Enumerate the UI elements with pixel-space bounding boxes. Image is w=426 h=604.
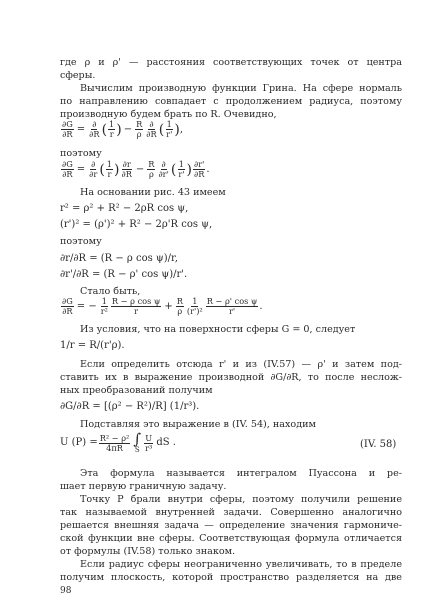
text-line: Если радиус сферы неограниченно увеличивать, то в пределе [80,559,402,570]
text-line: производную будем брать по R. Очевидно, [60,109,277,120]
text-line: Если определить отсюда r' и из (IV.57) — ρ' и затем под- [80,359,402,370]
equation-dg-dr-result: ∂G/∂R = [(ρ² − R²)/R] (1/r³). [60,401,200,412]
text-line: На основании рис. 43 имеем [80,187,226,198]
equation-dg-dr-2: $\frac{\partial G}{\partial R}$ = $\frac{\partial}{\partial r}$ ( $\frac{1}{r}$ ) $\frac{\partial r}{\partial R}$ − $\frac{R}{\rho}$ $\frac{\partial}{\partial r'}$ ( $\frac{1}{r'}$ ) $\frac{\partial r'}{\partial R}$ . [62,159,210,179]
equation-dg-dr-1: $\frac{\partial G}{\partial R}$ = $\frac{\partial}{\partial R}$ ( $\frac{1}{r}$ ) − $\frac{R}{\rho}$ $\frac{\partial}{\partial R}$ ( $\frac{1}{r'}$ ) , [62,119,183,139]
page-number: 98 [60,586,72,596]
equation-dg-dr-3: $\frac{\partial G}{\partial R}$ = − $\frac{1}{\text{r²}}$ $\frac{\text{R − ρ cos ψ}}{r}$ + $\frac{R}{\rho}$ $\frac{1}{\text{(r')²}}$ $\frac{\text{R − ρ' cos ψ}}{r'}$ . [62,296,263,316]
text-line: Подставляя это выражение в (IV. 54), находим [80,419,316,430]
text-line: поэтому [60,236,102,247]
text-line: Точку P брали внутри сферы, поэтому получили решение [80,494,402,505]
equation-r-squared: r² = ρ² + R² − 2ρR cos ψ, [60,203,189,214]
equation-dr-prime-dr: ∂r'/∂R = (R − ρ' cos ψ)/r'. [60,269,188,280]
equation-dr-dr: ∂r/∂R = (R − ρ cos ψ)/r, [60,253,178,264]
text-line: получим плоскость, которой пространство разделяется на две [60,572,402,583]
text-line: поэтому [60,148,102,159]
text-line: ской функции вне сферы. Соответствующая формула отличается [60,533,402,544]
text-line: ных преобразований получим [60,385,213,396]
text-line: Стало быть, [80,286,141,297]
text-line: по направлению совпадает с продолжением радиуса, поэтому [60,96,402,107]
equation-r-prime-squared: (r')² = (ρ')² + R² − 2ρ'R cos ψ, [60,219,213,230]
equation-one-over-r: 1/r = R/(r'ρ). [60,340,125,351]
text-line: ставить их в выражение производной ∂G/∂R, то после неслож- [60,372,402,383]
text-line: от формулы (IV.58) только знаком. [60,546,236,557]
text-line: сферы. [60,70,96,81]
text-line: Эта формула называется интегралом Пуассона и ре- [80,468,402,479]
text-line: Вычислим производную функции Грина. На сфере нормаль [80,83,402,94]
text-line: шает первую граничную задачу. [60,481,227,492]
text-line: решается внешняя задача — определение значения гармониче- [60,520,402,531]
text-line: Из условия, что на поверхности сферы G = 0, следует [80,324,356,335]
equation-poisson-integral: U (P) = $\frac{\text{R² − ρ²}}{4\pi R}$ ∫ S $\frac{U}{\text{r³}}$ dS . [60,430,176,454]
text-line: где ρ и ρ' — расстояния соответствующих точек от центра [60,57,402,68]
equation-number: (IV. 58) [360,439,397,450]
text-line: так называемой внутренней задачи. Совершенно аналогично [60,507,402,518]
